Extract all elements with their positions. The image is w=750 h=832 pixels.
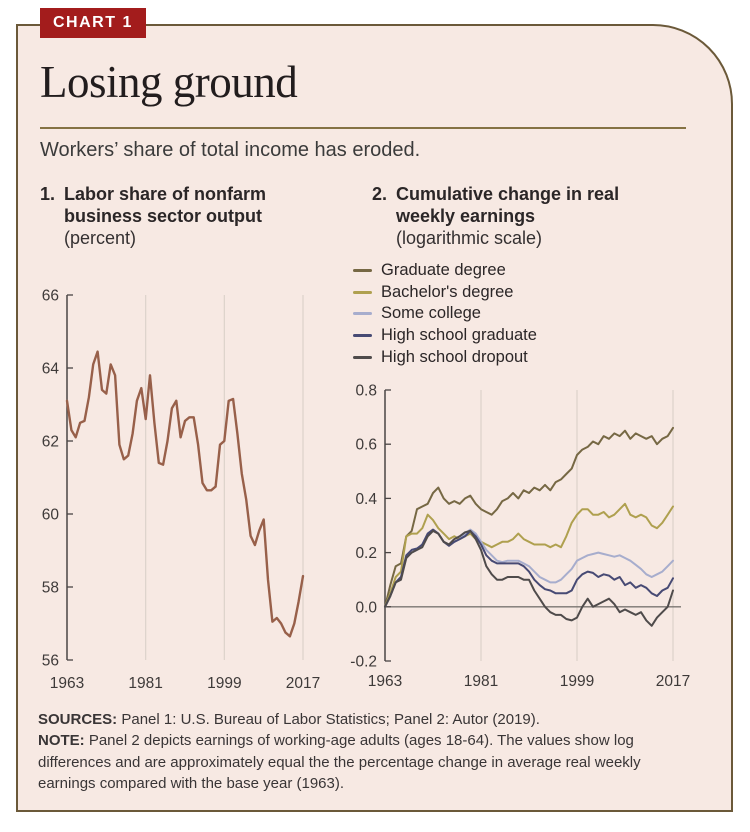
svg-text:1999: 1999: [207, 675, 242, 692]
panel2-number: 2.: [372, 184, 388, 204]
legend-line-swatch: [353, 356, 372, 359]
svg-text:56: 56: [41, 652, 59, 670]
svg-text:66: 66: [41, 287, 59, 305]
legend-label: Graduate degree: [381, 261, 506, 280]
svg-text:0.4: 0.4: [355, 490, 377, 508]
svg-text:1981: 1981: [463, 673, 499, 690]
legend: [353, 260, 537, 368]
earnings-line-chart: [338, 380, 710, 698]
legend-item: [353, 346, 537, 368]
title-divider: [40, 127, 686, 129]
subtitle: Workers’ share of total income has eroded.: [40, 139, 421, 161]
note-text: Panel 2 depicts earnings of working-age adults (ages 18-64). The values show log differences and are approximately equal the the percentage change in average real weekly earnings compared with the base year (1963).: [38, 732, 641, 792]
svg-text:2017: 2017: [285, 675, 321, 692]
legend-line-swatch: [353, 312, 372, 315]
note-line: [38, 730, 702, 794]
svg-text:0.8: 0.8: [355, 382, 377, 400]
svg-text:1999: 1999: [559, 673, 595, 690]
legend-line-swatch: [353, 334, 372, 337]
svg-text:1963: 1963: [49, 675, 85, 692]
svg-text:2017: 2017: [655, 673, 691, 690]
svg-text:0.0: 0.0: [355, 599, 377, 617]
legend-item: [353, 282, 537, 304]
svg-text:60: 60: [41, 506, 59, 524]
svg-text:58: 58: [41, 579, 59, 597]
labor-share-line-chart: [28, 286, 328, 698]
svg-text:1981: 1981: [128, 675, 163, 692]
legend-item: [353, 325, 537, 347]
legend-label: High school graduate: [381, 326, 537, 345]
panel2-heading: [372, 183, 641, 249]
panel1-heading: [40, 183, 284, 249]
chart-number-label: CHART 1: [53, 14, 133, 31]
page-title: Losing ground: [40, 57, 298, 107]
panel1-unit: (percent): [64, 228, 137, 248]
svg-text:62: 62: [41, 433, 59, 451]
legend-label: Bachelor's degree: [381, 282, 514, 301]
svg-text:1963: 1963: [367, 673, 403, 690]
legend-item: [353, 303, 537, 325]
note-label: NOTE:: [38, 732, 85, 750]
chart-number-badge: [40, 8, 146, 38]
legend-item: [353, 260, 537, 282]
svg-text:64: 64: [41, 360, 59, 378]
sources-label: SOURCES:: [38, 711, 118, 728]
footer-notes: [38, 709, 702, 794]
sources-line: [38, 709, 702, 730]
panel1-title: Labor share of nonfarm business sector output: [64, 184, 267, 226]
svg-text:-0.2: -0.2: [350, 653, 377, 671]
svg-text:0.2: 0.2: [355, 545, 377, 563]
panel2-title: Cumulative change in real weekly earnings: [396, 184, 620, 226]
legend-line-swatch: [353, 269, 372, 272]
sources-text: Panel 1: U.S. Bureau of Labor Statistics; Panel 2: Autor (2019).: [117, 711, 540, 728]
legend-line-swatch: [353, 291, 372, 294]
panel1-number: 1.: [40, 184, 56, 204]
legend-label: High school dropout: [381, 347, 528, 366]
panel2-unit: (logarithmic scale): [396, 228, 543, 248]
svg-text:0.6: 0.6: [355, 436, 377, 454]
legend-label: Some college: [381, 304, 481, 323]
